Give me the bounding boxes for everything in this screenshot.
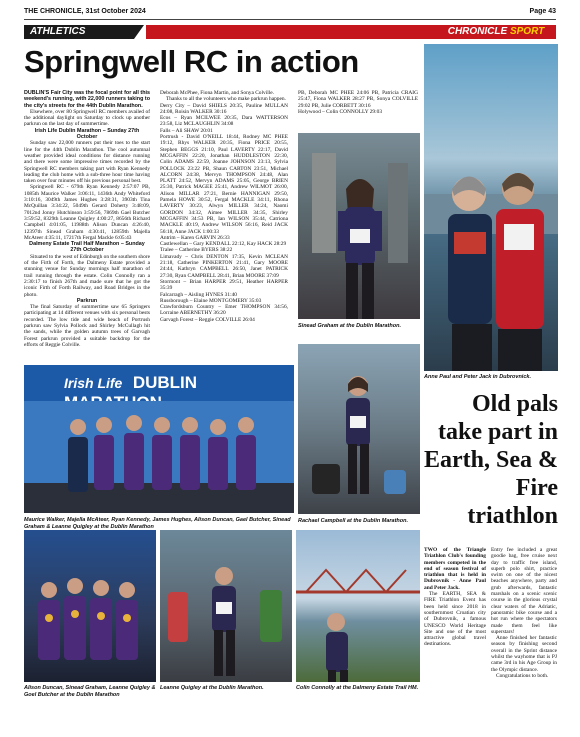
caption-rachael: Rachael Campbell at the Dublin Marathon. xyxy=(298,518,409,524)
section-bar xyxy=(146,25,436,39)
photo-rachael xyxy=(298,344,420,514)
alison-group-figures xyxy=(24,530,156,682)
photo-group-dublin xyxy=(24,365,294,513)
photo-leanne xyxy=(160,530,292,682)
article-column-1 xyxy=(24,90,150,358)
result-derry: Derry City – David SHIELS 20:35, Pauline MULLAN 24:08, Roisin WALKER 30:16 xyxy=(160,102,288,115)
result-limavady: Limavady – Chris DENTON 17:35, Kevin MCLEAN 21:18, Catherine PINKERTON 21:41, Gary MOORE 24:44, Kathryn CAMPBELL 26:50, Janet PATRICK 27:30, Ryan CAMPBELL 28:41, Brian MOORE 37:09 xyxy=(160,253,288,279)
result-stormont: Stormont – Brian HARPER 29:51, Heather HARPER 35:39 xyxy=(160,278,288,292)
headline: Springwell RC in action xyxy=(24,44,359,79)
paragraph: Springwell RC - 679th Ryan Kennedy 2:57:07 PB, 1085th Maurice Walker 3:06:11, 1436th Andy Whiteford 3:10:16, 3049th James Hughes 3:28:31, 3903th Tina McQuillan 3:34:22, 5049th Gerard Doherty 3:48:09, 7012nd Jonny Hutchinson 3:59:56, 7869th Gael Butcher 3:59:52, 8329th Leanne Quigley 4:00:27, 8656th Richard Campbell 4:01:05, 11988th Alison Duncan 4:26:40, 12397th Sinead Graham 4:30:41, 12859th Majella McAteer 4:35:11, 17217th Fergal Mackle 6:05:43 xyxy=(24,184,150,241)
page-header xyxy=(24,8,556,20)
caption-anne-peter: Anne Paul and Peter Jack in Dubrovnick. xyxy=(424,374,531,380)
paragraph: Entry fee included a great goodie bag, free cruise next day to traffic free island, superb polo shirt, practice swim on one of the nicest beaches anywhere, party and grub afterwards, fantastic marshals on a scenic scenic course in the glorious crystal clear waters of the Adriatic, panoramic bike course and a hot run where the spectators made them feel like superstars! xyxy=(491,547,557,635)
paragraph: Sunday saw 22,000 runners put their toes to the start line for the 44th Dublin Marathon. The cool autumnal weather provided ideal conditions for distance running and there were some impressive times recorded by the Springwell RC members taking part with Ryan Kennedy leading the club home with a sub-three hour time having taken over four minutes off his previous personal best. xyxy=(24,140,150,185)
triathlon-lead: TWO of the Triangle Triathlon Club's founding members competed in the end of season festival of triathlon that is held in Dubrovnik - Anne Paul and Peter Jack. xyxy=(424,547,486,591)
paragraph: Congratulations to both. xyxy=(496,672,549,679)
header-date: THE CHRONICLE, 31st October 2024 xyxy=(24,8,146,15)
rachael-figure xyxy=(298,344,420,514)
article-column-2 xyxy=(160,90,288,358)
result-antrim: Antrim – Karen GARVIN 26:33 xyxy=(160,234,230,241)
photo-colin xyxy=(296,530,420,682)
paragraph: The final Saturday of summertime saw 65 Springers participating at 14 different venues with six personal bests recorded. The low tide and wide beach of Portrush parkrun saw Sylvia Pollock and Shirley McCullagh hit the sands, while the golden autumn trees of Garvagh Forest parkrun provided a suitable backdrop for the efforts of Reggie Colville. xyxy=(24,304,150,348)
group-runners xyxy=(24,365,294,513)
paragraph: PB, Deborah MC PHEE 24:06 PB, Patricia CRAIG 25:47, Fiona WALKER 28:27 PB, Sonya COLVILLE 29:02 PB, Julie CORBETT 30:16 xyxy=(298,90,418,109)
paragraph: Deborah McPhee, Fiona Martin, and Sonya Colville. xyxy=(160,90,274,96)
banner-brand: Irish Life xyxy=(64,375,123,391)
paragraph: The EARTH, SEA & FIRE Triathlon Event has been held since 2018 in southernmost Croatian city of Dubrovnik, a famous UNESCO World Heritage Site and one of the most attractive global travel destinations. xyxy=(424,591,486,648)
section-chronicle-sport xyxy=(436,25,556,39)
subheading: Parkrun xyxy=(76,297,98,304)
lead-paragraph: DUBLIN'S Fair City was the focal point for all this weekend's running, with 22,000 runners taking to the city's streets for the 44th Dublin Marathon. xyxy=(24,90,150,109)
sport-label: SPORT xyxy=(509,26,545,37)
section-athletics: ATHLETICS xyxy=(24,25,134,39)
runner-figure xyxy=(298,133,420,319)
colin-figure xyxy=(296,530,420,682)
result-crawfordsburn: Crawfordsburn Country – Emer THOMPSON 34:56, Lorraine ABERNETHY 36:20 xyxy=(160,304,288,317)
paragraph: Situated to the west of Edinburgh on the southern shore of the Firth of Forth, the Dalmeny Estate provided a stunning venue for Sunday mornings half marathon of trail running through the estate. Colin Connolly ran a 2:30:17 to finish 267th and made sure that he got the iconic Firth of Forth Railway, and Road Bridges in the photo. xyxy=(24,253,150,298)
paragraph: Elsewhere, over 80 Springwell RC members availed of the additional daylight on Saturday to clock up another parkrun on the last day of summertime. xyxy=(24,108,150,128)
result-tralee: Tralee – Catherine BYERS 38:22 xyxy=(160,247,233,254)
subheading: Irish Life Dublin Marathon – Sunday 27th October xyxy=(34,127,140,141)
triathlon-headline: Old pals take part in Earth, Sea & Fire triathlon xyxy=(424,391,558,529)
triathlon-column-2 xyxy=(491,547,557,679)
result-ecos: Ecos – Ryan MCILWEE 20:35, Dara WATTERSON 23:58, Liz MCLAUGHLIN 34:08 xyxy=(160,115,288,128)
paragraph: Thanks to all the volunteers who make parkrun happen. xyxy=(166,96,286,103)
page-number: Page 43 xyxy=(529,8,556,15)
caption-leanne: Leanne Quigley at the Dublin Marathon. xyxy=(160,685,264,691)
caption-group: Maurice Walker, Majella McAteer, Ryan Kennedy, James Hughes, Alison Duncan, Gael Butcher, Sinead Graham & Leanne Quigley at the Dublin Marathon xyxy=(24,517,291,530)
photo-alison-group xyxy=(24,530,156,682)
banner-event: DUBLIN xyxy=(132,373,198,392)
result-falls: Falls – Ali SHAW 20:01 xyxy=(160,127,213,134)
result-garvagh: Garvagh Forest – Reggie COLVILLE 26:04 xyxy=(160,316,255,323)
result-falcarragh: Falcarragh – Aisling HYNES 31:40 xyxy=(160,291,237,298)
caption-sinead: Sinead Graham at the Dublin Marathon. xyxy=(298,323,401,329)
subheading: Dalmeny Estate Trail Half Marathon – Sunday 27th October xyxy=(29,241,145,254)
chronicle-label: CHRONICLE xyxy=(447,26,508,37)
paragraph: Anne finished her fantastic season by finishing second overall in the Sprint distance whilst the wayhome that is PJ came 3rd in his Age Group in the Olympic distance. xyxy=(491,635,557,673)
result-castlewellan: Castlewellan – Gary KENDALL 22:12, Kay HACK 28:29 xyxy=(160,241,287,248)
result-holywood: Holywood – Colin CONNOLLY 29:03 xyxy=(298,108,383,115)
article-column-3 xyxy=(298,90,418,130)
leanne-figure xyxy=(160,530,292,682)
caption-alison: Alison Duncan, Sinead Graham, Leanne Quigley & Goel Butcher at the Dublin Marathon xyxy=(24,685,156,698)
caption-colin: Colin Connolly at the Dalmeny Estate Trail HM. xyxy=(296,685,419,691)
result-portrush: Portrush - David O'NEILL 18:44, Rodney MC PHEE 19:12, Rhys WALKER 20:35, Fiona PRICE 20:55, Stephen BEGGS 21:10, Paul LAVERTY 22:17, David MCGAFFIN 22:20, Jonathan HUDDLESTON 22:30, Colin ADAMS 22:59, Joanne JOHNSON 23:13, Sylvia POLLOCK 23:22 PB, Shaun CARTON 23:51, Michael ALCORN 24:38, Mervyn THOMPSON 24:48, Alan PLATT 24:52, Mervyn ADAMS 25:05, George BRIEN 25:30, Patrick MAGEE 25:41, Andrew WILMOT 26:00, Alison MILLAR 27:21, Bernie HANNIGAN 29:50, Pamela HOWE 30:52, Fergal MACKLE 34:11, Rhona LAVERTY 30:23, Alwyn MILLER 34:24, Naomi GORDON 34:32, Aimee MILLER 34:35, Shirley MCGAFFIN 34:53 PB, Ian WILSON 35:44, Catriona MACKLE 40:19, Andrew WILSON 56:16, Reid JACK 56:18, Anne JACK 1:00:33 xyxy=(160,134,288,235)
triathlon-column-1 xyxy=(424,547,486,648)
result-russborough: Russborough – Elaine MONTGOMERY 35:03 xyxy=(160,297,262,304)
photo-anne-peter xyxy=(424,44,558,371)
photo-sinead-graham xyxy=(298,133,420,319)
triathletes-figure xyxy=(424,44,558,371)
